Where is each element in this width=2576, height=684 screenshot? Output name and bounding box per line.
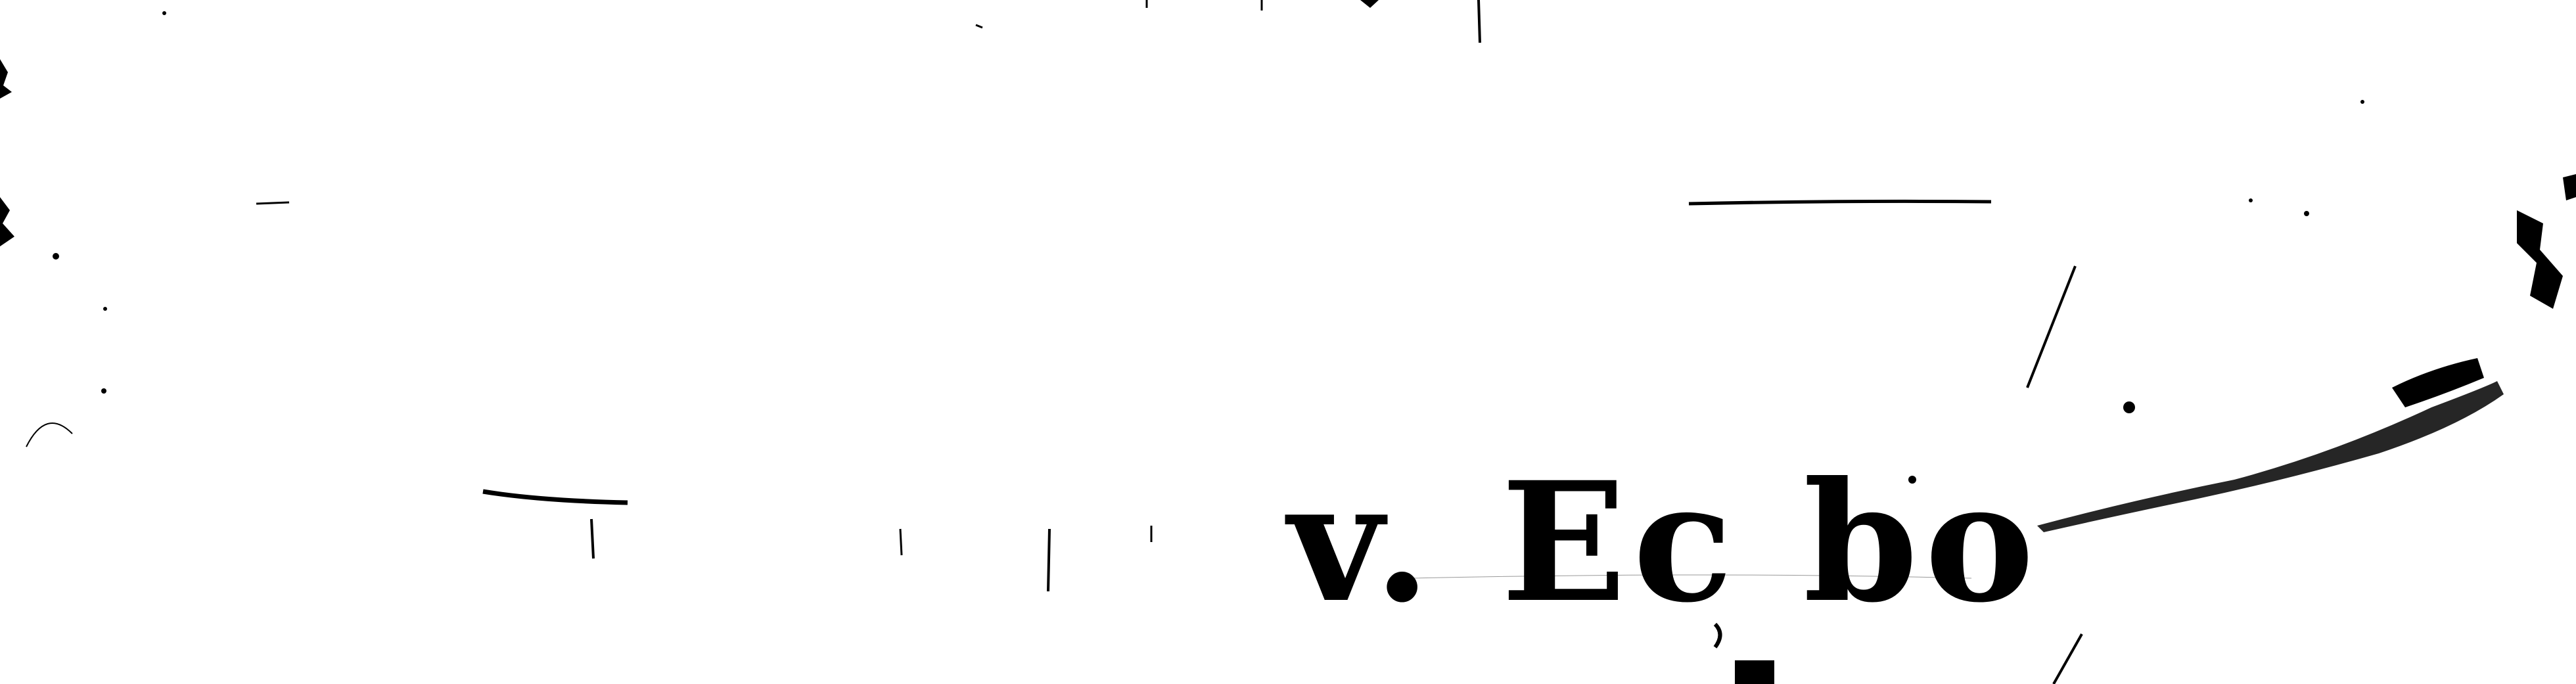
ink-stroke (591, 519, 593, 559)
ink-smudge (2037, 381, 2504, 532)
ink-stroke (256, 202, 289, 204)
ink-stroke (900, 529, 902, 555)
ink-dot (2123, 401, 2135, 413)
ink-stroke (1479, 0, 1480, 43)
blackletter-text-fragment: v. Ec bo (1288, 445, 2041, 639)
ink-dot (101, 388, 106, 394)
ink-dot (103, 307, 107, 311)
ink-blot (1360, 0, 1379, 8)
edge-noise (2563, 174, 2576, 200)
ink-dot (2249, 198, 2253, 202)
ink-dot (162, 11, 166, 15)
diagonal-stroke (2027, 266, 2075, 388)
edge-noise (0, 197, 14, 246)
horizontal-rule (483, 491, 628, 503)
horizontal-rule (1689, 201, 1991, 204)
diagonal-stroke (2054, 634, 2082, 684)
ink-dot (2360, 100, 2364, 104)
ink-stroke (1048, 529, 1049, 591)
ink-blot (1735, 660, 1774, 684)
ink-stroke (976, 25, 982, 28)
ink-dot (2304, 211, 2309, 216)
ink-smudge (2517, 210, 2563, 309)
edge-noise (0, 59, 12, 99)
ink-dot (53, 253, 59, 260)
ink-stroke (26, 423, 72, 447)
